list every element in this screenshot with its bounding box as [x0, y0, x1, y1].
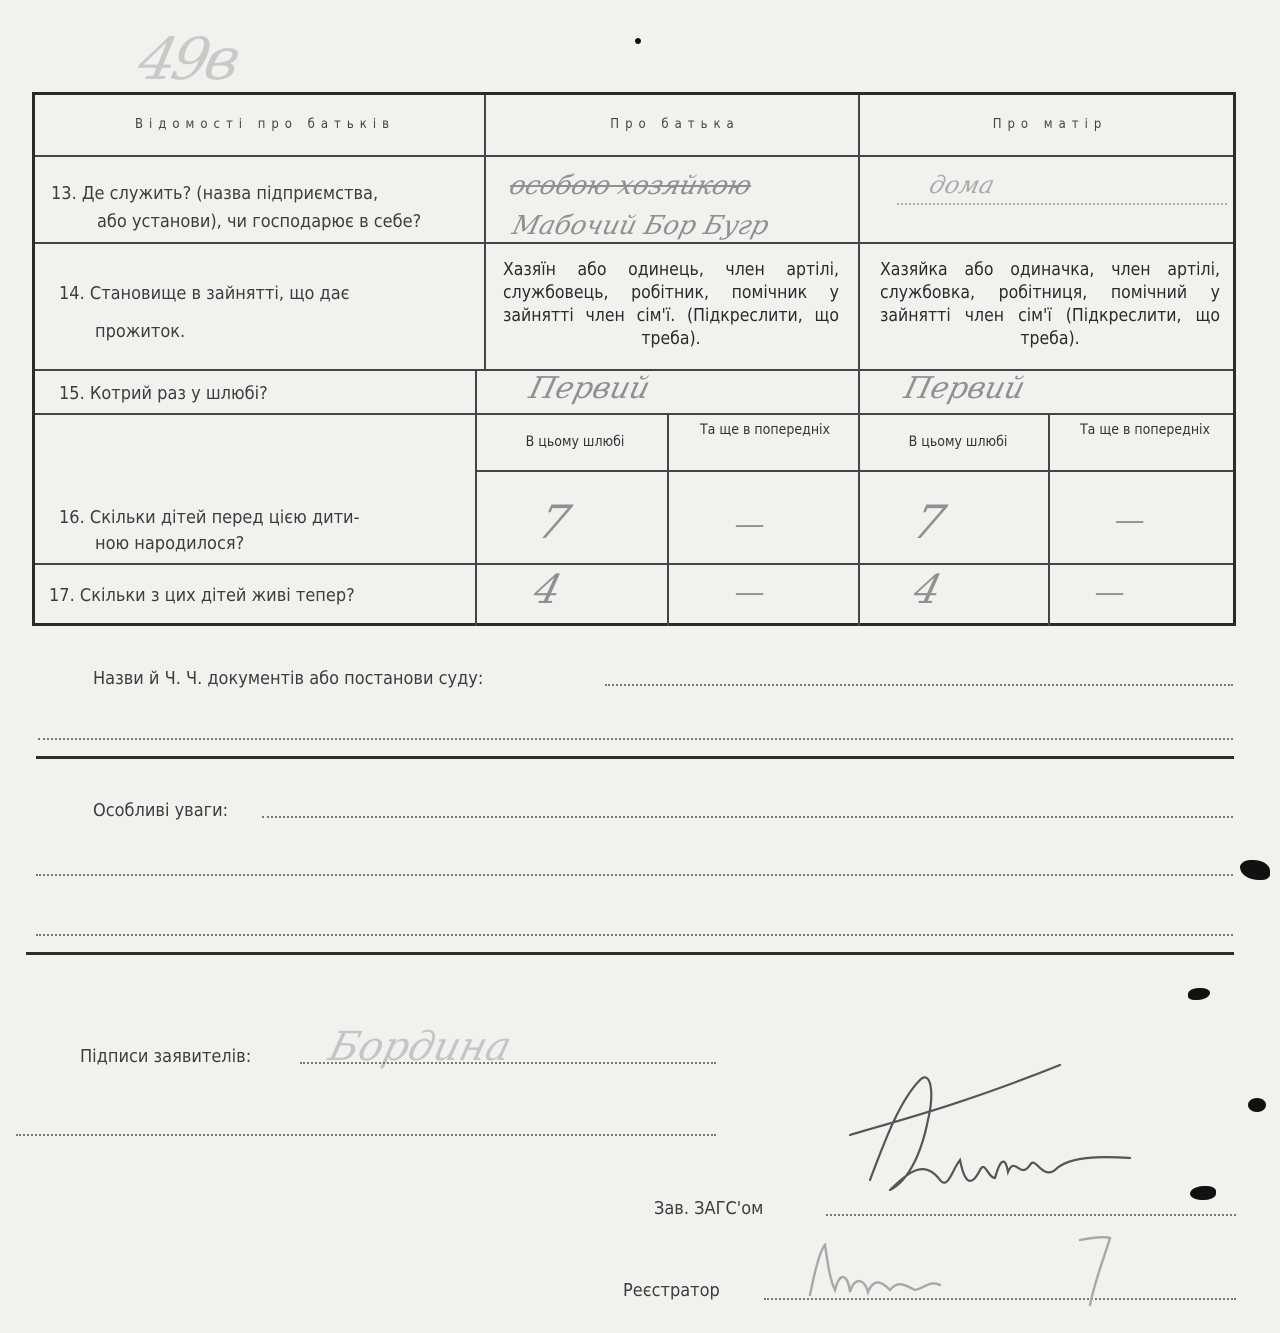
info-table	[32, 92, 1236, 626]
q16-father-this: 7	[533, 495, 577, 549]
q16-mother-this: 7	[908, 495, 952, 549]
subheader-mother-prev: Та ще в попередніх	[1079, 422, 1211, 438]
head-signature-drawing	[830, 1060, 1160, 1220]
remarks-line-3	[36, 934, 1233, 936]
documents-label: Назви й Ч. Ч. документів або постанови суду:	[93, 668, 484, 689]
q14-label-line2: прожиток.	[95, 321, 186, 342]
q15-mother-value: Первий	[900, 371, 1029, 406]
registrar-signature-drawing	[790, 1230, 1130, 1310]
subheader-father-this: В цьому шлюбі	[525, 434, 625, 450]
subheader-father-prev: Та ще в попередніх	[699, 422, 831, 438]
q13-father-value: Мабочий Бор Бугр	[509, 211, 772, 241]
q13-mother-dotted	[897, 203, 1227, 205]
q17-father-this: 4	[529, 567, 567, 613]
registrar-label: Реєстратор	[623, 1280, 720, 1301]
applicant-line-2	[16, 1134, 716, 1136]
q17-mother-prev: —	[1090, 575, 1130, 610]
head-label: Зав. ЗАГС'ом	[654, 1198, 764, 1219]
documents-line-2	[38, 738, 1233, 740]
speck	[635, 38, 641, 44]
divider	[858, 95, 860, 626]
applicant-line-1	[300, 1062, 716, 1064]
q17-father-prev: —	[730, 575, 770, 610]
q13-label-line2: або установи), чи господарює в себе?	[97, 211, 422, 232]
header-info: Відомості про батьків	[135, 117, 395, 132]
divider	[475, 470, 1233, 472]
divider	[35, 242, 1233, 244]
speck	[1190, 1186, 1216, 1200]
header-father: Про батька	[610, 117, 740, 132]
speck	[1188, 988, 1210, 1000]
header-mother: Про матір	[992, 117, 1108, 132]
remarks-line-2	[36, 874, 1233, 876]
applicant-signature: Бордина	[324, 1024, 517, 1070]
remarks-line-1	[262, 816, 1233, 818]
q13-label-line1: 13. Де служить? (назва підприємства,	[51, 183, 379, 204]
q16-mother-prev: —	[1110, 503, 1150, 538]
q14-father-options: Хазяїн або одинець, член артілі, службовець, робітник, помічник у зайнятті член сім'ї. (Підкреслити, що треба).	[503, 260, 839, 349]
page-number: 49в	[132, 25, 243, 93]
applicant-label: Підписи заявителів:	[80, 1046, 252, 1067]
divider	[35, 413, 1233, 415]
divider	[667, 415, 669, 626]
speck	[1240, 860, 1270, 880]
q15-label: 15. Котрий раз у шлюбі?	[59, 383, 268, 404]
remarks-rule	[26, 952, 1234, 955]
q17-mother-this: 4	[909, 567, 947, 613]
q16-label-line1: 16. Скільки дітей перед цією дити-	[59, 507, 360, 528]
divider	[484, 95, 486, 369]
documents-line-1	[605, 684, 1233, 686]
q16-father-prev: —	[730, 507, 770, 542]
q14-label-line1: 14. Становище в зайнятті, що дає	[59, 283, 350, 304]
q13-mother-value: дома	[926, 171, 998, 199]
divider	[35, 563, 1233, 565]
q16-label-line2: ною народилося?	[95, 533, 245, 554]
q15-father-value: Первий	[525, 371, 654, 406]
divider	[35, 155, 1233, 157]
q17-label: 17. Скільки з цих дітей живі тепер?	[49, 585, 355, 606]
subheader-mother-this: В цьому шлюбі	[908, 434, 1008, 450]
remarks-label: Особливі уваги:	[93, 800, 229, 821]
documents-rule	[36, 756, 1234, 759]
divider	[475, 369, 477, 626]
divider	[1048, 415, 1050, 626]
q13-father-struck: особою хозяйкою	[506, 171, 755, 201]
q14-mother-options: Хазяйка або одиначка, член артілі, службовка, робітниця, помічний у зайнятті член сім'ї (Підкреслити, що треба).	[880, 260, 1220, 349]
speck	[1248, 1098, 1266, 1112]
